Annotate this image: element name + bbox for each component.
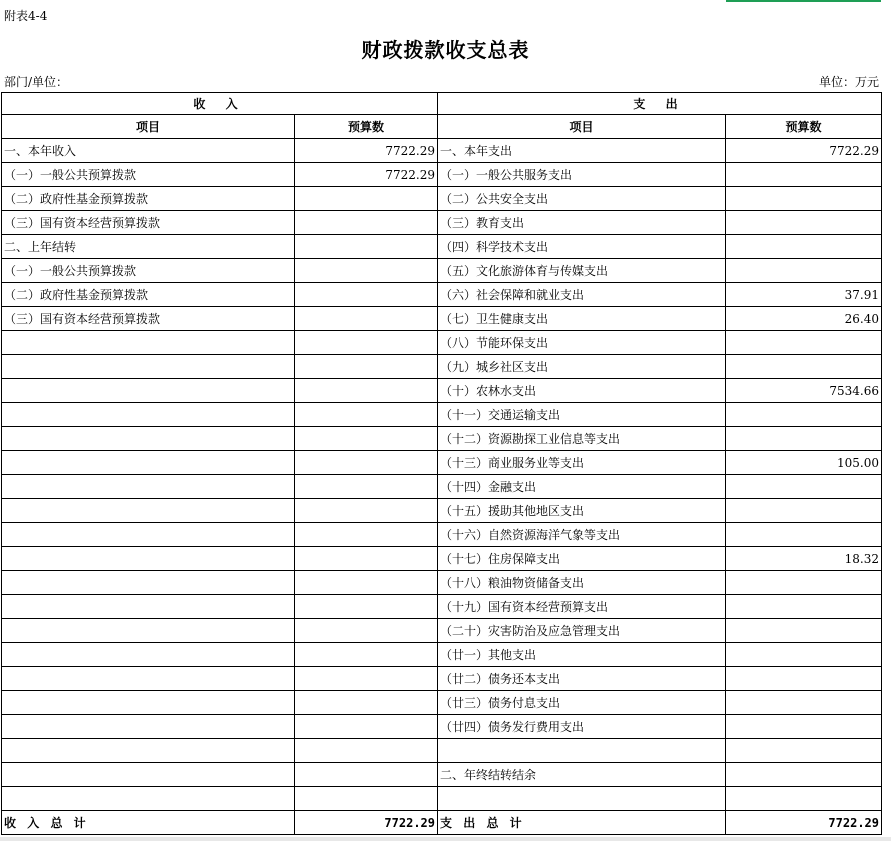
attachment-label: 附表4-4 xyxy=(4,9,48,23)
expense-value-cell: 18.32 xyxy=(726,547,882,571)
expense-value-cell xyxy=(726,739,882,763)
table-row xyxy=(2,523,882,547)
expense-header: 支 出 xyxy=(438,93,882,115)
expense-item-cell: （三）教育支出 xyxy=(438,211,726,235)
column-header-row xyxy=(2,115,882,139)
expense-value-cell: 37.91 xyxy=(726,283,882,307)
expense-value-cell xyxy=(726,235,882,259)
income-value-cell xyxy=(295,475,438,499)
income-value-cell xyxy=(295,331,438,355)
expense-value-cell xyxy=(726,259,882,283)
income-value-cell xyxy=(295,211,438,235)
expense-value-cell xyxy=(726,523,882,547)
table-row xyxy=(2,163,882,187)
expense-value-cell xyxy=(726,427,882,451)
table-row xyxy=(2,787,882,811)
income-item-cell: （一）一般公共预算拨款 xyxy=(2,163,295,187)
expense-item-cell: （二）公共安全支出 xyxy=(438,187,726,211)
table-row xyxy=(2,499,882,523)
expense-value-cell xyxy=(726,619,882,643)
income-item-cell: （三）国有资本经营预算拨款 xyxy=(2,307,295,331)
income-item-cell xyxy=(2,763,295,787)
income-value-cell xyxy=(295,571,438,595)
table-row xyxy=(2,571,882,595)
income-item-cell xyxy=(2,379,295,403)
expense-item-cell: 一、本年支出 xyxy=(438,139,726,163)
income-item-cell: 二、上年结转 xyxy=(2,235,295,259)
expense-item-cell: （十）农林水支出 xyxy=(438,379,726,403)
income-value-cell xyxy=(295,787,438,811)
income-value-cell: 7722.29 xyxy=(295,139,438,163)
expense-item-cell: （廿三）债务付息支出 xyxy=(438,691,726,715)
income-value-cell xyxy=(295,451,438,475)
expense-value-cell: 7722.29 xyxy=(726,139,882,163)
table-row xyxy=(2,187,882,211)
table-row xyxy=(2,763,882,787)
table-row xyxy=(2,427,882,451)
income-value-cell xyxy=(295,763,438,787)
expense-item-cell: （七）卫生健康支出 xyxy=(438,307,726,331)
income-item-cell xyxy=(2,619,295,643)
income-value-cell xyxy=(295,355,438,379)
income-total-value: 7722.29 xyxy=(295,811,438,835)
expense-value-cell xyxy=(726,331,882,355)
income-item-cell xyxy=(2,547,295,571)
table-row xyxy=(2,451,882,475)
table-row xyxy=(2,667,882,691)
income-value-cell xyxy=(295,715,438,739)
income-item-cell xyxy=(2,403,295,427)
income-item-cell xyxy=(2,691,295,715)
income-item-cell xyxy=(2,787,295,811)
table-row xyxy=(2,235,882,259)
expense-item-cell: （十二）资源勘探工业信息等支出 xyxy=(438,427,726,451)
income-item-cell xyxy=(2,331,295,355)
table-row xyxy=(2,547,882,571)
income-value-cell xyxy=(295,595,438,619)
income-item-cell: （二）政府性基金预算拨款 xyxy=(2,283,295,307)
income-value-cell xyxy=(295,235,438,259)
expense-item-header: 项目 xyxy=(438,115,726,139)
income-value-cell xyxy=(295,547,438,571)
income-item-cell: 一、本年收入 xyxy=(2,139,295,163)
total-row xyxy=(2,811,882,835)
expense-value-cell xyxy=(726,163,882,187)
expense-value-cell xyxy=(726,595,882,619)
income-item-header: 项目 xyxy=(2,115,295,139)
income-value-cell xyxy=(295,691,438,715)
expense-value-cell xyxy=(726,499,882,523)
expense-item-cell: （廿四）债务发行费用支出 xyxy=(438,715,726,739)
expense-item-cell: 二、年终结转结余 xyxy=(438,763,726,787)
unit-label: 单位：万元 xyxy=(818,75,879,89)
expense-value-cell xyxy=(726,403,882,427)
expense-value-cell xyxy=(726,571,882,595)
table-row xyxy=(2,259,882,283)
table-row xyxy=(2,619,882,643)
expense-item-cell: （十六）自然资源海洋气象等支出 xyxy=(438,523,726,547)
table-row xyxy=(2,283,882,307)
dept-label: 部门/单位： xyxy=(4,75,69,89)
expense-item-cell: （六）社会保障和就业支出 xyxy=(438,283,726,307)
income-value-cell xyxy=(295,523,438,547)
income-header: 收 入 xyxy=(2,93,438,115)
income-value-cell xyxy=(295,379,438,403)
income-item-cell xyxy=(2,427,295,451)
table-row xyxy=(2,211,882,235)
expense-item-cell: （二十）灾害防治及应急管理支出 xyxy=(438,619,726,643)
income-item-cell xyxy=(2,475,295,499)
expense-item-cell xyxy=(438,739,726,763)
table-row xyxy=(2,331,882,355)
income-value-cell xyxy=(295,499,438,523)
expense-value-cell xyxy=(726,763,882,787)
table-row xyxy=(2,355,882,379)
income-value-cell xyxy=(295,307,438,331)
expense-item-cell: （十一）交通运输支出 xyxy=(438,403,726,427)
income-item-cell xyxy=(2,595,295,619)
income-item-cell xyxy=(2,499,295,523)
expense-item-cell: （四）科学技术支出 xyxy=(438,235,726,259)
income-item-cell: （三）国有资本经营预算拨款 xyxy=(2,211,295,235)
expense-value-cell xyxy=(726,211,882,235)
expense-value-cell xyxy=(726,643,882,667)
income-item-cell xyxy=(2,451,295,475)
expense-item-cell xyxy=(438,787,726,811)
accent-bar xyxy=(726,0,881,2)
income-item-cell xyxy=(2,355,295,379)
expense-value-cell xyxy=(726,475,882,499)
expense-total-value: 7722.29 xyxy=(726,811,882,835)
expense-value-cell xyxy=(726,667,882,691)
expense-item-cell: （廿二）债务还本支出 xyxy=(438,667,726,691)
income-value-cell xyxy=(295,667,438,691)
table-row xyxy=(2,307,882,331)
income-value-cell xyxy=(295,187,438,211)
expense-item-cell: （五）文化旅游体育与传媒支出 xyxy=(438,259,726,283)
expense-value-cell xyxy=(726,355,882,379)
income-value-cell: 7722.29 xyxy=(295,163,438,187)
table-row xyxy=(2,595,882,619)
income-budget-header: 预算数 xyxy=(295,115,438,139)
table-row xyxy=(2,715,882,739)
income-total-label: 收 入 总 计 xyxy=(2,811,295,835)
expense-item-cell: （九）城乡社区支出 xyxy=(438,355,726,379)
income-item-cell xyxy=(2,715,295,739)
expense-value-cell xyxy=(726,787,882,811)
expense-item-cell: （十八）粮油物资储备支出 xyxy=(438,571,726,595)
expense-item-cell: （十五）援助其他地区支出 xyxy=(438,499,726,523)
page-title: 财政拨款收支总表 xyxy=(361,38,530,62)
expense-item-cell: （十三）商业服务业等支出 xyxy=(438,451,726,475)
expense-value-cell xyxy=(726,715,882,739)
income-value-cell xyxy=(295,619,438,643)
income-value-cell xyxy=(295,643,438,667)
income-value-cell xyxy=(295,283,438,307)
expense-value-cell: 7534.66 xyxy=(726,379,882,403)
expense-value-cell: 26.40 xyxy=(726,307,882,331)
table-row xyxy=(2,475,882,499)
expense-total-label: 支 出 总 计 xyxy=(438,811,726,835)
table-row xyxy=(2,739,882,763)
table-row xyxy=(2,691,882,715)
expense-budget-header: 预算数 xyxy=(726,115,882,139)
income-item-cell xyxy=(2,643,295,667)
expense-value-cell xyxy=(726,187,882,211)
income-item-cell xyxy=(2,523,295,547)
income-value-cell xyxy=(295,259,438,283)
income-item-cell xyxy=(2,667,295,691)
expense-item-cell: （八）节能环保支出 xyxy=(438,331,726,355)
expense-item-cell: （廿一）其他支出 xyxy=(438,643,726,667)
expense-item-cell: （十四）金融支出 xyxy=(438,475,726,499)
expense-value-cell: 105.00 xyxy=(726,451,882,475)
table-row xyxy=(2,139,882,163)
table-row xyxy=(2,403,882,427)
expense-value-cell xyxy=(726,691,882,715)
expense-item-cell: （一）一般公共服务支出 xyxy=(438,163,726,187)
expense-item-cell: （十七）住房保障支出 xyxy=(438,547,726,571)
income-item-cell xyxy=(2,571,295,595)
income-value-cell xyxy=(295,739,438,763)
expense-item-cell: （十九）国有资本经营预算支出 xyxy=(438,595,726,619)
income-item-cell xyxy=(2,739,295,763)
section-header-row xyxy=(2,93,882,115)
income-value-cell xyxy=(295,403,438,427)
income-item-cell: （一）一般公共预算拨款 xyxy=(2,259,295,283)
table-row xyxy=(2,643,882,667)
income-value-cell xyxy=(295,427,438,451)
table-row xyxy=(2,379,882,403)
budget-table xyxy=(1,92,882,835)
bottom-scroll-strip[interactable] xyxy=(0,837,891,841)
income-item-cell: （二）政府性基金预算拨款 xyxy=(2,187,295,211)
